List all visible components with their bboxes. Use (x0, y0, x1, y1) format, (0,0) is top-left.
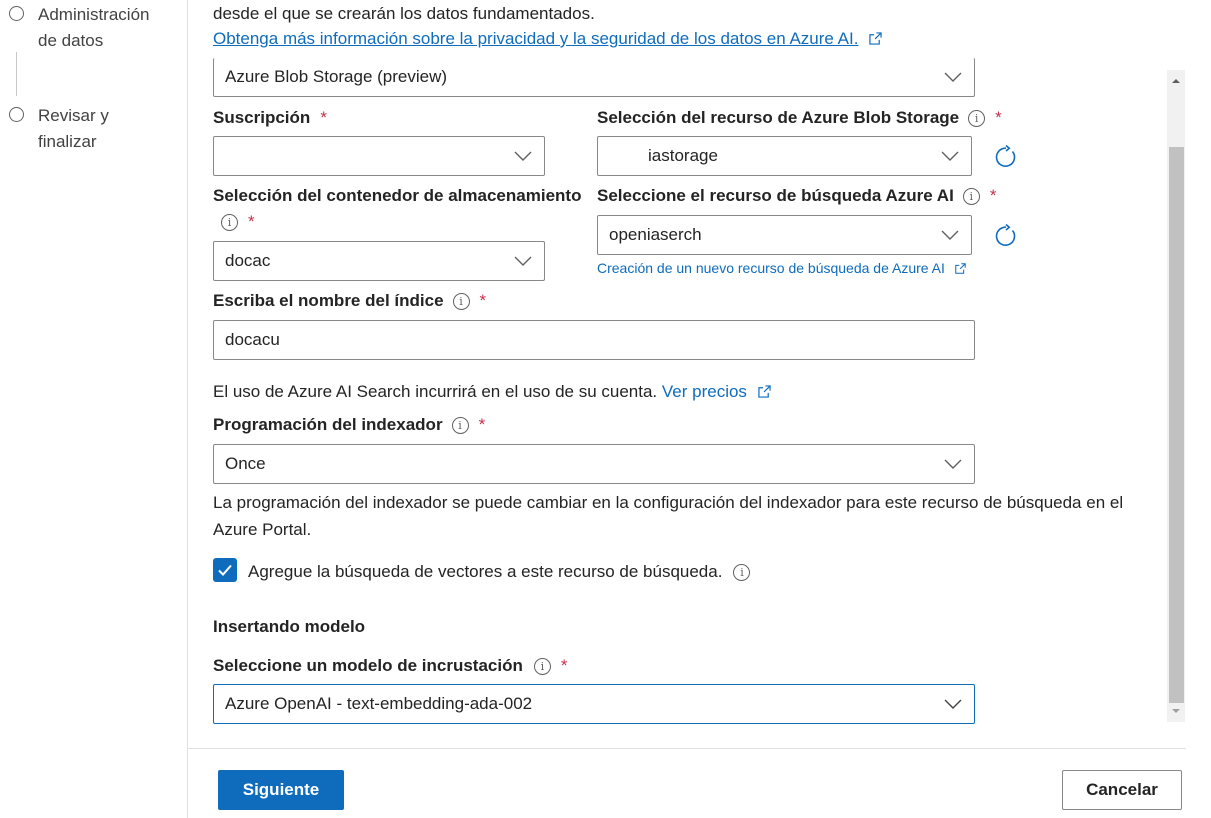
data-source-value: Azure Blob Storage (preview) (225, 67, 448, 86)
indexer-schedule-help-line1: La programación del indexador se puede cambiar en la configuración del indexador para este recurso de búsqueda en el (213, 493, 1124, 512)
container-dropdown[interactable] (213, 241, 545, 281)
pricing-link[interactable]: Ver precios (661, 382, 747, 401)
cost-notice-text: El uso de Azure AI Search incurrirá en el uso de su cuenta. (213, 382, 658, 401)
footer-divider (188, 748, 1186, 749)
vector-search-checkbox[interactable] (213, 558, 237, 582)
search-resource-label-text: Seleccione el recurso de búsqueda Azure AI (597, 186, 954, 205)
privacy-link-row (213, 28, 882, 50)
search-resource-dropdown[interactable] (597, 215, 972, 255)
next-button[interactable]: Siguiente (218, 770, 344, 810)
container-label-text: Selección del contenedor de almacenamiento (213, 186, 582, 205)
chevron-down-icon (944, 72, 962, 82)
step-review-finish[interactable] (9, 103, 109, 155)
external-link-icon (955, 263, 966, 274)
indexer-schedule-help-line2: Azure Portal. (213, 520, 312, 539)
required-marker: * (995, 108, 1002, 127)
checkmark-icon (213, 558, 237, 582)
external-link-icon (869, 32, 882, 45)
required-marker: * (989, 186, 997, 205)
form-panel (188, 0, 1211, 748)
embedding-model-label-text: Seleccione un modelo de incrustación (213, 656, 523, 675)
chevron-down-icon (944, 459, 962, 469)
search-resource-value: openiaserch (609, 225, 702, 244)
required-marker: * (478, 415, 486, 434)
embedding-section-title (213, 616, 365, 638)
chevron-down-icon (941, 151, 959, 161)
refresh-icon[interactable] (994, 145, 1018, 169)
chevron-down-icon (944, 699, 962, 709)
container-label-markers (213, 211, 255, 233)
vector-search-label-text: Agregue la búsqueda de vectores a este recurso de búsqueda. (248, 562, 723, 581)
indexer-schedule-label (213, 414, 485, 436)
step-label: Administración de datos (38, 5, 150, 50)
required-marker: * (248, 212, 255, 231)
step-circle-icon (9, 6, 24, 21)
blob-resource-dropdown[interactable] (597, 136, 972, 176)
required-marker: * (320, 108, 327, 127)
blob-resource-value: iastorage (648, 146, 718, 165)
subscription-dropdown[interactable] (213, 136, 545, 176)
create-search-link-row (597, 259, 966, 277)
embedding-model-label (213, 655, 567, 677)
indexer-schedule-label-text: Programación del indexador (213, 415, 443, 434)
embedding-section-title-text: Insertando modelo (213, 617, 366, 636)
embedding-model-value: Azure OpenAI - text-embedding-ada-002 (225, 694, 533, 713)
info-icon[interactable]: i (452, 417, 469, 434)
index-name-label (213, 290, 486, 312)
search-resource-label (597, 185, 996, 207)
scrollbar-thumb[interactable] (1169, 147, 1184, 703)
step-circle-icon (9, 107, 24, 122)
subscription-label-text: Suscripción (213, 108, 311, 127)
info-icon[interactable]: i (453, 293, 470, 310)
wizard-stepper (0, 0, 188, 818)
privacy-link[interactable]: Obtenga más información sobre la privacidad y la seguridad de los datos en Azure AI. (213, 29, 859, 48)
intro-text: desde el que se crearán los datos fundamentados. (213, 4, 595, 23)
chevron-down-icon (514, 151, 532, 161)
chevron-down-icon (941, 230, 959, 240)
chevron-down-icon (514, 256, 532, 266)
info-icon[interactable]: i (733, 564, 750, 581)
scroll-up-arrow-icon[interactable] (1170, 76, 1182, 86)
index-name-input[interactable] (213, 320, 975, 360)
step-connector (16, 52, 17, 96)
container-value: docac (225, 251, 271, 270)
step-data-management[interactable] (9, 2, 150, 54)
external-link-icon (758, 385, 771, 398)
index-name-label-text: Escriba el nombre del índice (213, 291, 444, 310)
indexer-schedule-value: Once (225, 454, 266, 473)
indexer-schedule-dropdown[interactable] (213, 444, 975, 484)
step-label: Revisar y finalizar (38, 106, 109, 151)
info-icon[interactable]: i (968, 110, 985, 127)
cancel-button[interactable]: Cancelar (1062, 770, 1182, 810)
required-marker: * (560, 656, 568, 675)
info-icon[interactable]: i (221, 214, 238, 231)
embedding-model-dropdown[interactable] (213, 684, 975, 724)
cost-notice (213, 381, 771, 403)
blob-resource-label-text: Selección del recurso de Azure Blob Storage (597, 108, 960, 127)
create-search-resource-link[interactable]: Creación de un nuevo recurso de búsqueda de Azure AI (597, 260, 945, 276)
subscription-label (213, 107, 327, 129)
data-source-dropdown[interactable] (213, 58, 975, 97)
container-label (213, 185, 581, 207)
index-name-value: docacu (225, 330, 280, 349)
refresh-icon[interactable] (994, 224, 1018, 248)
info-icon[interactable]: i (534, 658, 551, 675)
required-marker: * (479, 291, 487, 310)
info-icon[interactable]: i (963, 188, 980, 205)
blob-resource-label (597, 107, 1002, 129)
vector-search-label (248, 561, 750, 583)
scroll-down-arrow-icon[interactable] (1170, 706, 1182, 716)
